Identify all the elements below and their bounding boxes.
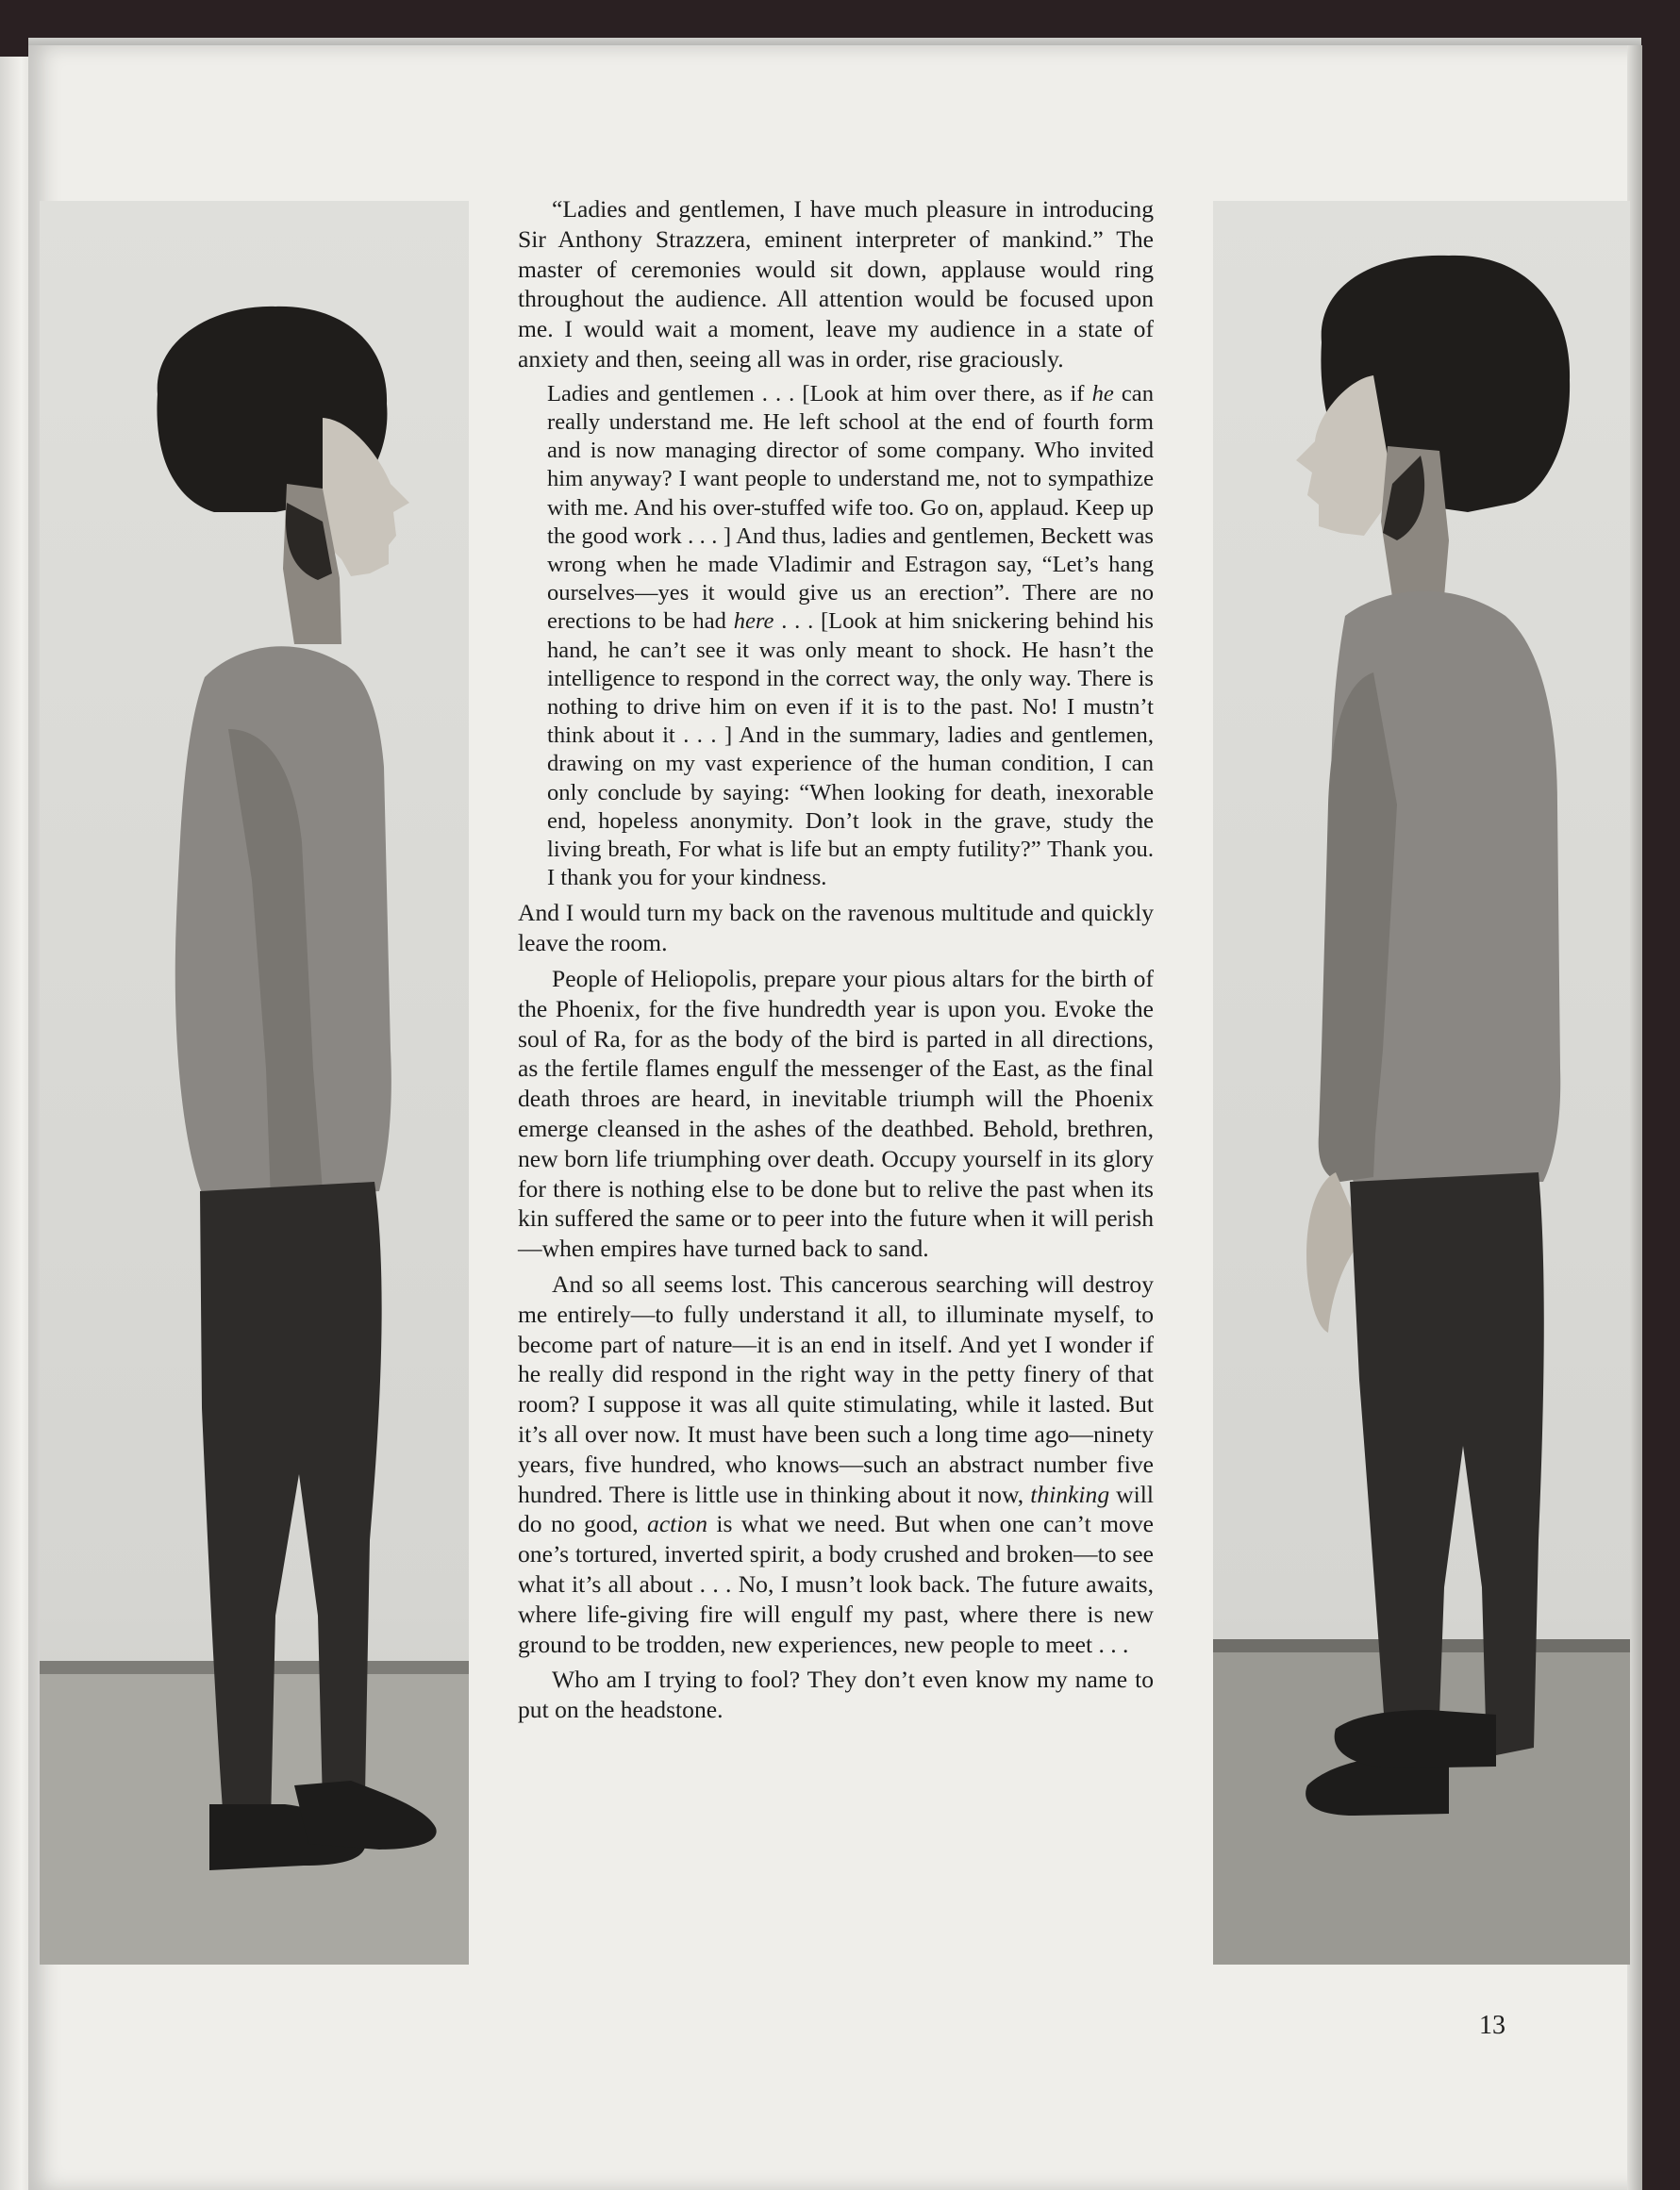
person-profile-facing-right-photo xyxy=(40,201,469,1965)
left-profile-photo xyxy=(40,201,469,1965)
paragraph-speech xyxy=(547,380,1154,893)
lost-emphasis-thinking: thinking xyxy=(1030,1480,1110,1508)
paragraph-closing: Who am I trying to fool? They don’t even know my name to put on the headstone. xyxy=(518,1666,1154,1724)
person-profile-facing-left-photo xyxy=(1213,201,1630,1965)
page-number: 13 xyxy=(1479,2011,1505,2040)
speech-text-part: Ladies and gentlemen . . . [Look at him over there, as if xyxy=(547,380,1092,406)
speech-text-part: can really understand me. He left school at the end of fourth form and is now managing director of some company. Who invited him anyway? I want people to understand me, not to sympathize with me. And his over-stuffed wife too. Go on, applaud. Keep up the good work . . . ] And thus, ladies and gentlemen, Beckett was wrong when he made Vladimir and Estragon say, “Let’s hang ourselves—yes it would give us an erection”. There are no erections to be had xyxy=(547,380,1155,635)
paragraph-leave-room: And I would turn my back on the ravenous multitude and quickly leave the room. xyxy=(518,899,1154,957)
lost-text-part: is what we need. But when one can’t move one’s tortured, inverted spirit, a body crushed and broken—to see what it’s all about . . . No, I musn’t look back. The future awaits, where life-giving fire will engulf my past, where there is new ground to be trodden, new experiences, new people to meet . . . xyxy=(518,1510,1154,1658)
article-text xyxy=(518,194,1154,1731)
speech-emphasis-he: he xyxy=(1091,380,1114,406)
paragraph-all-seems-lost xyxy=(518,1269,1154,1659)
lost-text-part: will do no good, xyxy=(518,1480,1154,1538)
lost-emphasis-action: action xyxy=(647,1510,707,1538)
paragraph-introduction: “Ladies and gentlemen, I have much pleasure in introducing Sir Anthony Strazzera, eminent interpreter of mankind.” The master of ceremonies would sit down, applause would ring throughout the audience. All attention would be focused upon me. I would wait a moment, leave my audience in a state of anxiety and then, seeing all was in order, rise graciously. xyxy=(518,195,1154,373)
speech-text-part: . . . [Look at him snickering behind his hand, he can’t see it was only meant to shock. He hasn’t the intelligence to respond in the correct way, the only way. There is nothing to drive him on even if it is to the past. No! I mustn’t think about it . . . ] And in the summary, ladies and gentlemen, drawing on my vast experience of the human condition, I can only conclude by saying: “When looking for death, inexorable end, hopeless anonymity. Don’t look in the grave, study the living breath, For what is life but an empty futility?” Thank you. I thank you for your kindness. xyxy=(547,608,1154,891)
speech-emphasis-here: here xyxy=(733,608,774,635)
paragraph-phoenix: People of Heliopolis, prepare your pious altars for the birth of the Phoenix, for the five hundredth year is upon you. Evoke the soul of Ra, for as the body of the bird is parted in all directions, as the fertile flames engulf the messenger of the East, as the final death throes are heard, in inevitable triumph will the Phoenix emerge cleansed in the ashes of the deathbed. Behold, brethren, new born life triumphing over death. Occupy yourself in its glory for there is nothing else to be done but to relive the past when its kin suffered the same or to peer into the future when it will perish—when empires have turned back to sand. xyxy=(518,965,1154,1263)
lost-text-part: And so all seems lost. This cancerous searching will destroy me entirely—to fully understand it all, to illuminate myself, to become part of nature—it is an end in itself. And yet I wonder if he really did respond in the right way in the petty finery of that room? I suppose it was all quite stimulating, while it lasted. But it’s all over now. It must have been such a long time ago—ninety years, five hundred, who knows—such an abstract number five hundred. There is little use in thinking about it now, xyxy=(518,1270,1154,1508)
right-profile-photo xyxy=(1213,201,1630,1965)
